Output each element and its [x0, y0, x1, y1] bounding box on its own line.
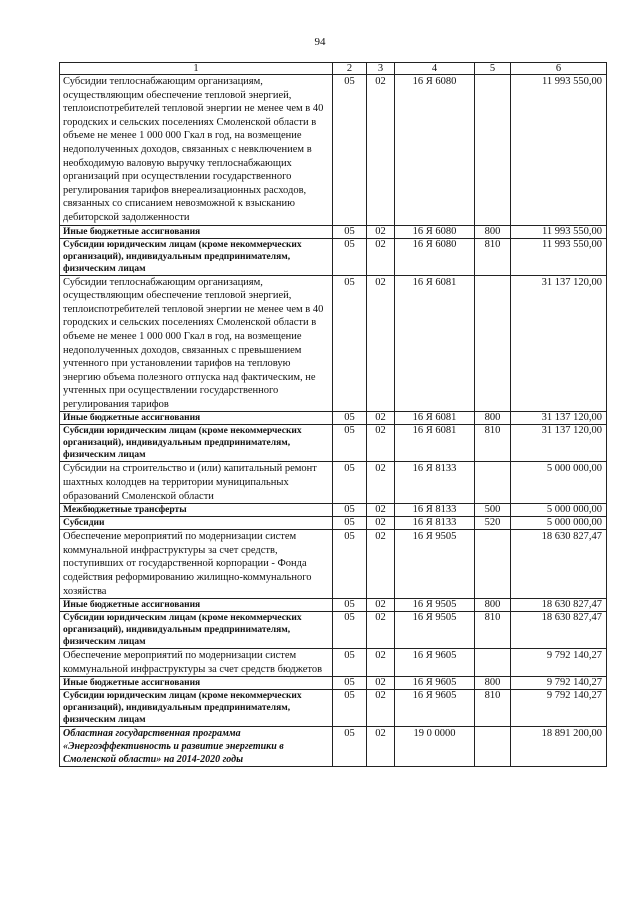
row-description: Межбюджетные трансферты [60, 504, 333, 517]
row-description: Обеспечение мероприятий по модернизации систем коммунальной инфраструктуры за счет средств бюджетов [60, 649, 333, 677]
table-row [60, 517, 607, 530]
row-section: 05 [333, 462, 367, 504]
row-amount: 11 993 550,00 [511, 225, 607, 238]
column-header-6: 6 [511, 63, 607, 75]
row-subsection: 02 [367, 517, 395, 530]
row-expense-type [475, 530, 511, 599]
column-header-5: 5 [475, 63, 511, 75]
row-amount: 9 792 140,27 [511, 677, 607, 690]
row-target-article: 16 Я 6081 [395, 275, 475, 412]
row-expense-type [475, 275, 511, 412]
row-subsection: 02 [367, 504, 395, 517]
row-expense-type: 810 [475, 612, 511, 649]
page-number: 94 [314, 36, 326, 48]
row-amount: 5 000 000,00 [511, 462, 607, 504]
table-body [60, 75, 607, 767]
row-section: 05 [333, 504, 367, 517]
row-target-article: 16 Я 8133 [395, 517, 475, 530]
row-expense-type: 500 [475, 504, 511, 517]
row-expense-type: 800 [475, 225, 511, 238]
row-expense-type [475, 727, 511, 767]
row-description: Субсидии юридическим лицам (кроме некоммерческих организаций), индивидуальным предпринимателям, физическим лицам [60, 690, 333, 727]
table-row [60, 599, 607, 612]
row-description: Иные бюджетные ассигнования [60, 677, 333, 690]
row-subsection: 02 [367, 75, 395, 226]
row-description: Субсидии юридическим лицам (кроме некоммерческих организаций), индивидуальным предпринимателям, физическим лицам [60, 238, 333, 275]
row-target-article: 16 Я 6081 [395, 412, 475, 425]
row-amount: 11 993 550,00 [511, 238, 607, 275]
row-amount: 9 792 140,27 [511, 649, 607, 677]
row-section: 05 [333, 517, 367, 530]
row-section: 05 [333, 649, 367, 677]
row-target-article: 16 Я 8133 [395, 462, 475, 504]
table-header-row [60, 63, 607, 75]
row-target-article: 16 Я 9605 [395, 677, 475, 690]
row-description: Субсидии теплоснабжающим организациям, осуществляющим обеспечение тепловой энергией, теплоиспотребителей тепловой энергии не менее чем в 40 городских и сельских поселениях Смоленской области в объеме не менее 1 000 000 Гкал в год, на возмещение недополученных доходов, связанных с превышением учтенного при установлении тарифов на тепловую энергию объема полезного отпуска над фактическим, не учтенных при осуществлении государственного регулирования тарифов [60, 275, 333, 412]
row-target-article: 16 Я 6080 [395, 238, 475, 275]
table-row [60, 677, 607, 690]
row-amount: 5 000 000,00 [511, 504, 607, 517]
table-row [60, 462, 607, 504]
table-row [60, 412, 607, 425]
row-section: 05 [333, 612, 367, 649]
row-target-article: 16 Я 9605 [395, 649, 475, 677]
row-description: Обеспечение мероприятий по модернизации систем коммунальной инфраструктуры за счет средств, поступивших от государственной корпорации - Фонда содействия реформированию жилищно-коммунального хозяйства [60, 530, 333, 599]
row-description: Субсидии юридическим лицам (кроме некоммерческих организаций), индивидуальным предпринимателям, физическим лицам [60, 612, 333, 649]
row-amount: 18 630 827,47 [511, 599, 607, 612]
row-target-article: 16 Я 9505 [395, 599, 475, 612]
row-target-article: 16 Я 6081 [395, 425, 475, 462]
row-target-article: 16 Я 6080 [395, 225, 475, 238]
row-section: 05 [333, 238, 367, 275]
row-subsection: 02 [367, 425, 395, 462]
row-target-article: 16 Я 8133 [395, 504, 475, 517]
row-expense-type [475, 649, 511, 677]
row-subsection: 02 [367, 238, 395, 275]
row-section: 05 [333, 75, 367, 226]
table-row [60, 504, 607, 517]
row-section: 05 [333, 225, 367, 238]
row-subsection: 02 [367, 690, 395, 727]
row-expense-type [475, 462, 511, 504]
row-subsection: 02 [367, 649, 395, 677]
row-expense-type: 810 [475, 690, 511, 727]
row-description: Субсидии [60, 517, 333, 530]
row-subsection: 02 [367, 612, 395, 649]
row-amount: 31 137 120,00 [511, 425, 607, 462]
row-target-article: 19 0 0000 [395, 727, 475, 767]
table-row [60, 530, 607, 599]
row-amount: 11 993 550,00 [511, 75, 607, 226]
row-target-article: 16 Я 6080 [395, 75, 475, 226]
row-subsection: 02 [367, 677, 395, 690]
row-section: 05 [333, 412, 367, 425]
row-expense-type: 520 [475, 517, 511, 530]
row-expense-type: 800 [475, 677, 511, 690]
row-section: 05 [333, 727, 367, 767]
table-row [60, 649, 607, 677]
column-header-1: 1 [60, 63, 333, 75]
row-section: 05 [333, 275, 367, 412]
column-header-3: 3 [367, 63, 395, 75]
row-description: Субсидии на строительство и (или) капитальный ремонт шахтных колодцев на территории муниципальных образований Смоленской области [60, 462, 333, 504]
row-subsection: 02 [367, 275, 395, 412]
column-header-4: 4 [395, 63, 475, 75]
row-description: Иные бюджетные ассигнования [60, 599, 333, 612]
row-target-article: 16 Я 9505 [395, 530, 475, 599]
row-section: 05 [333, 677, 367, 690]
budget-table [59, 62, 607, 767]
column-header-2: 2 [333, 63, 367, 75]
row-target-article: 16 Я 9605 [395, 690, 475, 727]
row-description: Субсидии юридическим лицам (кроме некоммерческих организаций), индивидуальным предпринимателям, физическим лицам [60, 425, 333, 462]
row-subsection: 02 [367, 727, 395, 767]
row-subsection: 02 [367, 599, 395, 612]
row-amount: 5 000 000,00 [511, 517, 607, 530]
row-amount: 18 630 827,47 [511, 530, 607, 599]
row-amount: 9 792 140,27 [511, 690, 607, 727]
table-row [60, 690, 607, 727]
row-expense-type: 810 [475, 238, 511, 275]
row-amount: 31 137 120,00 [511, 275, 607, 412]
row-subsection: 02 [367, 530, 395, 599]
row-section: 05 [333, 530, 367, 599]
table-row [60, 612, 607, 649]
table-row [60, 225, 607, 238]
table-row [60, 238, 607, 275]
row-description: Иные бюджетные ассигнования [60, 225, 333, 238]
row-subsection: 02 [367, 412, 395, 425]
row-section: 05 [333, 690, 367, 727]
row-description: Субсидии теплоснабжающим организациям, осуществляющим обеспечение тепловой энергией, теплоиспотребителей тепловой энергии не менее чем в 40 городских и сельских поселениях Смоленской области в объеме не менее 1 000 000 Гкал в год, на возмещение недополученных доходов, связанных с невключением в необходимую валовую выручку теплоснабжающих организаций при осуществлении государственного регулирования тарифов внереализационных расходов, связанных со списанием невозможной к взысканию дебиторской задолженности [60, 75, 333, 226]
row-expense-type: 810 [475, 425, 511, 462]
row-amount: 18 630 827,47 [511, 612, 607, 649]
table-row [60, 75, 607, 226]
row-expense-type [475, 75, 511, 226]
row-expense-type: 800 [475, 599, 511, 612]
row-target-article: 16 Я 9505 [395, 612, 475, 649]
table-row [60, 727, 607, 767]
row-subsection: 02 [367, 225, 395, 238]
row-section: 05 [333, 425, 367, 462]
row-expense-type: 800 [475, 412, 511, 425]
row-section: 05 [333, 599, 367, 612]
row-amount: 18 891 200,00 [511, 727, 607, 767]
table-row [60, 275, 607, 412]
row-amount: 31 137 120,00 [511, 412, 607, 425]
row-subsection: 02 [367, 462, 395, 504]
row-description: Иные бюджетные ассигнования [60, 412, 333, 425]
table-row [60, 425, 607, 462]
row-description: Областная государственная программа «Энергоэффективность и развитие энергетики в Смоленской области» на 2014-2020 годы [60, 727, 333, 767]
